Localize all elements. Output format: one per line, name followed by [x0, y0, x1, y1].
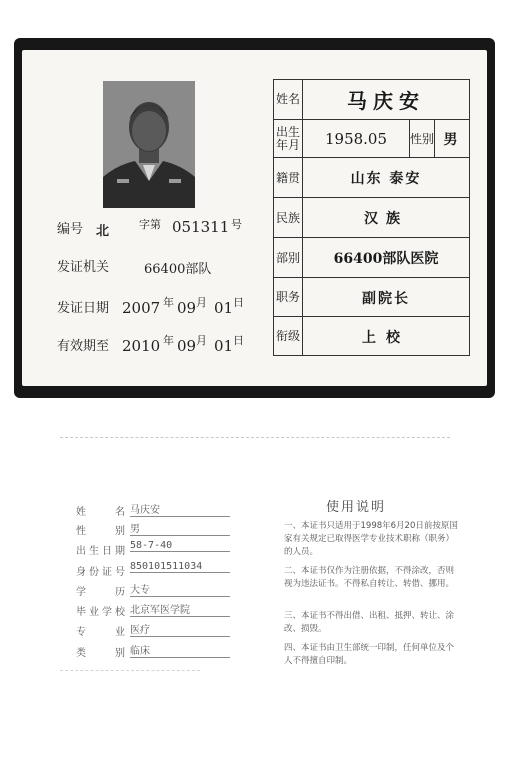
form-value: 马庆安 — [130, 501, 230, 517]
form-value: 850101511034 — [130, 561, 230, 573]
form-row — [76, 540, 236, 560]
issue-year-char: 年 — [163, 296, 174, 309]
issue-day-char: 日 — [233, 296, 244, 309]
birth-label: 出生年月 — [276, 125, 301, 152]
form-label: 毕业学校 — [76, 607, 128, 618]
ethnic-label: 民族 — [276, 210, 301, 225]
instruction-item: 四、本证书由卫生部统一印制，任何单位及个人不得擅自印制。 — [284, 643, 455, 666]
number-region: 北 — [96, 224, 110, 239]
birth-value: 1958.05 — [324, 130, 388, 148]
row-name — [274, 80, 469, 119]
form-label: 出生日期 — [76, 546, 128, 557]
rank-label: 衔级 — [276, 329, 301, 343]
ethnic-value: 汉族 — [364, 211, 408, 227]
dept-label: 部别 — [276, 250, 301, 265]
row-dept — [274, 237, 469, 278]
form-label: 性 别 — [76, 526, 128, 537]
sex-label: 性别 — [410, 131, 435, 146]
expiry-year-char: 年 — [163, 334, 174, 347]
native-label: 籍贯 — [276, 170, 301, 185]
form-value: 大专 — [130, 581, 230, 597]
row-native — [274, 157, 469, 198]
form-label: 专 业 — [76, 627, 128, 638]
dept-value: 66400部队医院 — [333, 251, 439, 267]
form-value: 医疗 — [130, 621, 230, 637]
name-value: 马庆安 — [347, 89, 425, 113]
row-ethnic — [274, 197, 469, 238]
issuer-label: 发证机关 — [57, 260, 110, 275]
sex-value: 男 — [443, 132, 460, 148]
instruction-item: 三、本证书不得出借、出租、抵押、转让、涂改、损毁。 — [284, 611, 455, 634]
number-value: 051311 — [172, 218, 230, 236]
form-row — [76, 581, 236, 601]
expiry-year: 2010 — [122, 337, 161, 355]
form-label: 学 历 — [76, 587, 128, 598]
form-label: 类 别 — [76, 648, 128, 659]
form-label: 身份证号 — [76, 567, 128, 578]
form-value: 北京军医学院 — [130, 601, 230, 617]
issue-day: 01 — [214, 299, 234, 317]
form-value: 58-7-40 — [130, 540, 230, 552]
portrait-photo — [103, 81, 195, 208]
native-value: 山东 泰安 — [350, 171, 422, 187]
expiry-day: 01 — [214, 337, 234, 355]
expiry-month-char: 月 — [196, 334, 207, 347]
form-row — [76, 561, 236, 581]
instruction-item: 二、本证书仅作为注册依据，不得涂改，否则视为违法证书。不得私自转让、转借、挪用。 — [284, 566, 455, 589]
instructions-title: 使用说明 — [326, 500, 387, 515]
issue-year: 2007 — [122, 299, 161, 317]
form-row — [76, 621, 236, 641]
form-row — [76, 601, 236, 621]
issue-date-label: 发证日期 — [57, 301, 110, 316]
info-table — [273, 79, 470, 356]
form-value: 男 — [130, 520, 230, 536]
divider-bottom — [60, 670, 200, 671]
rank-value: 上校 — [362, 329, 410, 346]
form-row — [76, 642, 236, 662]
row-birth — [274, 119, 469, 158]
divider-top — [60, 437, 450, 438]
issue-month: 09 — [177, 299, 197, 317]
issue-month-char: 月 — [196, 296, 207, 309]
row-duty — [274, 277, 469, 317]
issuer-value: 66400部队 — [144, 262, 212, 277]
row-rank — [274, 316, 469, 356]
instruction-item: 一、本证书只适用于1998年6月20日前按原国家有关规定已取得医学专业技术职称（职务）的人员。 — [284, 521, 458, 557]
expiry-month: 09 — [177, 337, 197, 355]
form-value: 临床 — [130, 642, 230, 658]
form-label: 姓 名 — [76, 507, 128, 518]
number-label: 编号 — [57, 222, 84, 237]
id-card — [14, 38, 495, 398]
number-zi: 字第 — [139, 218, 161, 231]
duty-label: 职务 — [276, 290, 301, 304]
duty-value: 副院长 — [362, 290, 410, 307]
card-page — [22, 50, 487, 386]
name-label: 姓名 — [276, 92, 301, 106]
expiry-day-char: 日 — [233, 334, 244, 347]
expiry-label: 有效期至 — [57, 339, 110, 354]
number-hao: 号 — [231, 218, 242, 231]
form-row — [76, 501, 236, 521]
form-row — [76, 520, 236, 540]
